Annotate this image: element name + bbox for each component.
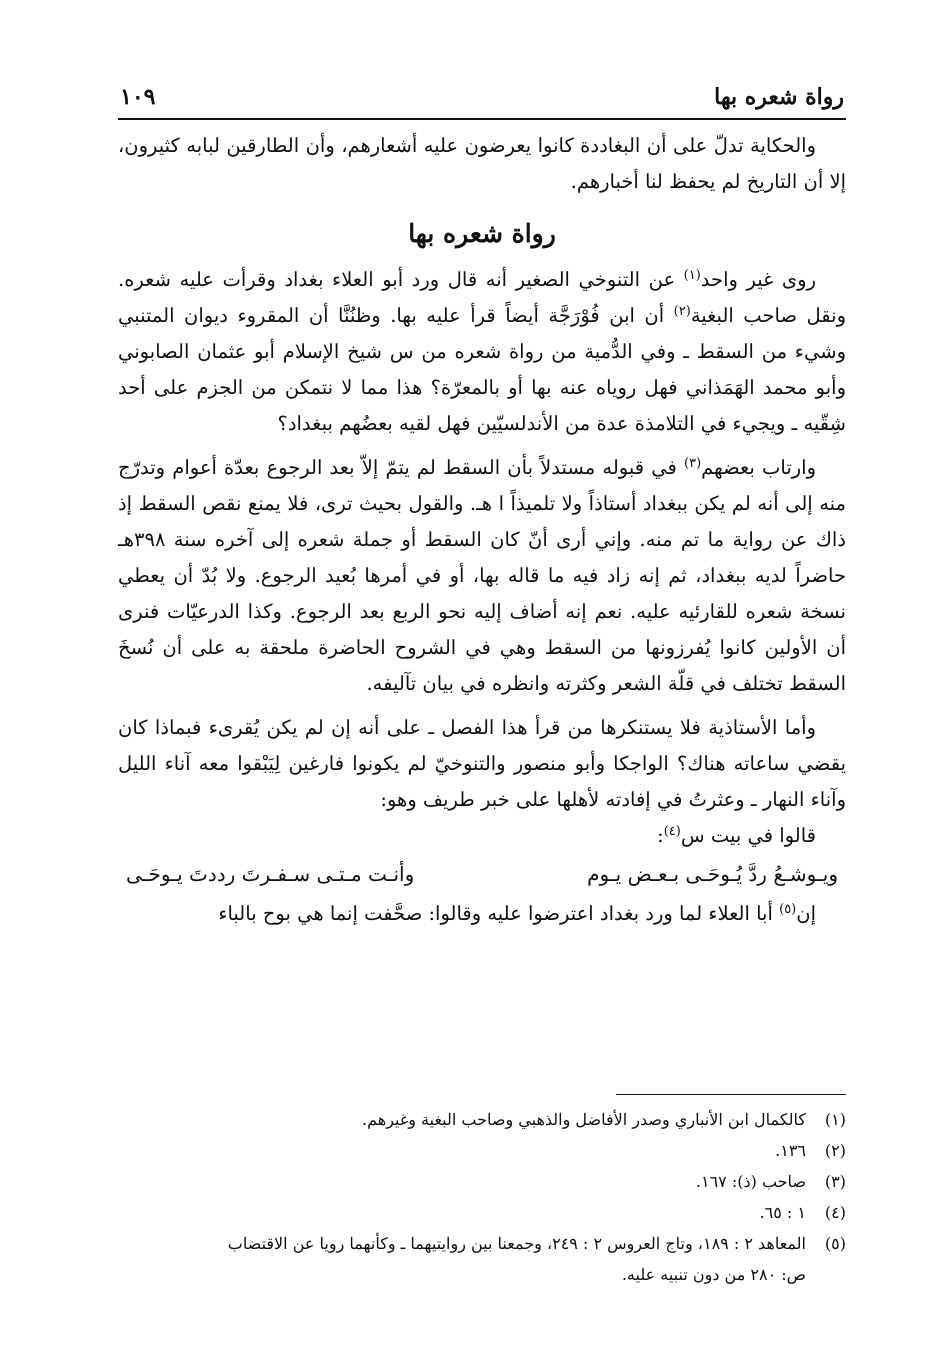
last-line-start: إن — [796, 902, 816, 925]
verse-line — [118, 856, 846, 892]
paragraph-2 — [118, 450, 846, 702]
footnote-number: (٤) — [824, 1203, 846, 1222]
verse-intro-colon: : — [657, 824, 664, 847]
footnote-text: ١ : ٦٥. — [759, 1203, 806, 1222]
last-line — [118, 896, 846, 932]
footnote-text: صاحب (ذ): ١٦٧. — [695, 1172, 806, 1191]
footnotes — [118, 1104, 846, 1290]
footnote-text: ١٣٦. — [775, 1141, 806, 1160]
verse-intro-text: قالوا في بيت س — [680, 824, 816, 847]
footnote-5 — [118, 1228, 846, 1259]
paragraph-1-start: روى غير واحد — [700, 268, 816, 291]
footnote-number: (٢) — [824, 1141, 846, 1160]
footnote-rule — [616, 1094, 846, 1095]
footnote-ref-3: (٣) — [684, 456, 702, 471]
section-title: رواة شعره بها — [408, 219, 556, 248]
footnote-5-continuation: ص: ٢٨٠ من دون تنبيه عليه. — [621, 1265, 806, 1284]
last-line-end: أبا العلاء لما ورد بغداد اعترضوا عليه وقالوا: صحَّفت إنما هي بوح بالباء — [218, 902, 780, 925]
paragraph-2-start: وارتاب بعضهم — [701, 456, 816, 479]
paragraph-1 — [118, 262, 846, 442]
footnote-ref-4: (٤) — [663, 824, 681, 839]
footnote-number: (٣) — [824, 1172, 846, 1191]
verse-first-hemistich: وأنـت مـتـى سـفـرتَ رددتَ يـوحَـى — [126, 862, 415, 886]
footnote-text: كالكمال ابن الأنباري وصدر الأفاضل والذهبي وصاحب البغية وغيرهم. — [362, 1110, 806, 1129]
footnote-number: (٥) — [824, 1234, 846, 1253]
intro-paragraph: والحكاية تدلّ على أن البغاددة كانوا يعرضون عليه أشعارهم، وأن الطارقين لبابه كثيرون، إلا أن التاريخ لم يحفظ لنا أخبارهم. — [118, 134, 846, 193]
footnote-text: المعاهد ٢ : ١٨٩، وتاج العروس ٢ : ٢٤٩، وجمعنا بين روايتيهما ـ وكأنهما رويا عن الاقتضاب — [227, 1234, 806, 1253]
footnote-number: (١) — [824, 1110, 846, 1129]
footnote-3 — [118, 1166, 846, 1197]
verse-second-hemistich: ويـوشـعُ ردَّ يُـوحَـى بـعـض يـوم — [587, 862, 838, 886]
footnote-4 — [118, 1197, 846, 1228]
verse-intro — [118, 818, 846, 854]
footnote-ref-1: (١) — [683, 268, 701, 283]
paragraph-2-end: في قبوله مستدلاً بأن السقط لم يتمّ إلاّ بعد الرجوع بعدّة أعوام وتدرّج منه إلى أنه لم يكن ببغداد أستاذاً ولا تلميذاً ا هـ. والقول بحيث ترى، فلا يمنع نقص السقط إذ ذاك عن رواية ما تم منه. وإني أرى أنّ كان السقط أو جملة شعره إلى آخره سنة ٣٩٨هـ حاضراً لديه ببغداد، ثم إنه زاد فيه ما قاله بها، أو في أمرها بُعيد الرجوع. ولا بُدّ أن يعطي نسخة شعره للقارئيه عليه. نعم إنه أضاف إليه نحو الربع بعد الرجوع. وكذا الدرعيّات فنرى أن الأولين كانوا يُفرزونها من السقط وهي في الشروح الحاضرة ملحقة به على أن نُسخَ السقط تختلف في قلّة الشعر وكثرته وانظره في بيان تآليفه. — [118, 456, 846, 695]
header-rule — [118, 118, 846, 120]
footnote-2 — [118, 1135, 846, 1166]
paragraph-1-middle: عن التنوخي الصغير أنه قال ورد أبو العلاء بغداد وقرأت عليه شعره. ونقل صاحب البغية — [118, 268, 846, 327]
footnote-ref-5: (٥) — [779, 902, 797, 917]
page-number: ١٠٩ — [120, 84, 156, 110]
main-text — [118, 128, 846, 932]
running-title: رواة شعره بها — [714, 84, 844, 110]
page-header — [120, 70, 844, 110]
footnote-1 — [118, 1104, 846, 1135]
paragraph-3: وأما الأستاذية فلا يستنكرها من قرأ هذا الفصل ـ على أنه إن لم يكن يُقرىء فبماذا كان يقضي ساعاته هناك؟ الواجكا وأبو منصور والتنوخيّ لم يكونوا فارغين لِيَبْقوا معه آناء الليل وآناء النهار ـ وعثرتُ في إفادته لأهلها على خبر طريف وهو: — [118, 716, 846, 811]
footnote-ref-2: (٢) — [673, 304, 691, 319]
paragraph-1-end: أن ابن فُوْرَجَّة أيضاً قرأ عليه بها. وظنُنَّا أن المقروء ديوان المتنبي وشيء من السقط ـ وفي الدُّمية من رواة شعره من س شيخ الإسلام أبو عثمان الصابوني وأبو محمد الهَمَذاني فهل روياه عنه بها أو بالمعرّة؟ هذا مما لا نتمكن من الجزم على أحد شِقّيه ـ ويجيء في التلامذة عدة من الأندلسيّين فهل لقيه بعضُهم ببغداد؟ — [118, 304, 846, 435]
